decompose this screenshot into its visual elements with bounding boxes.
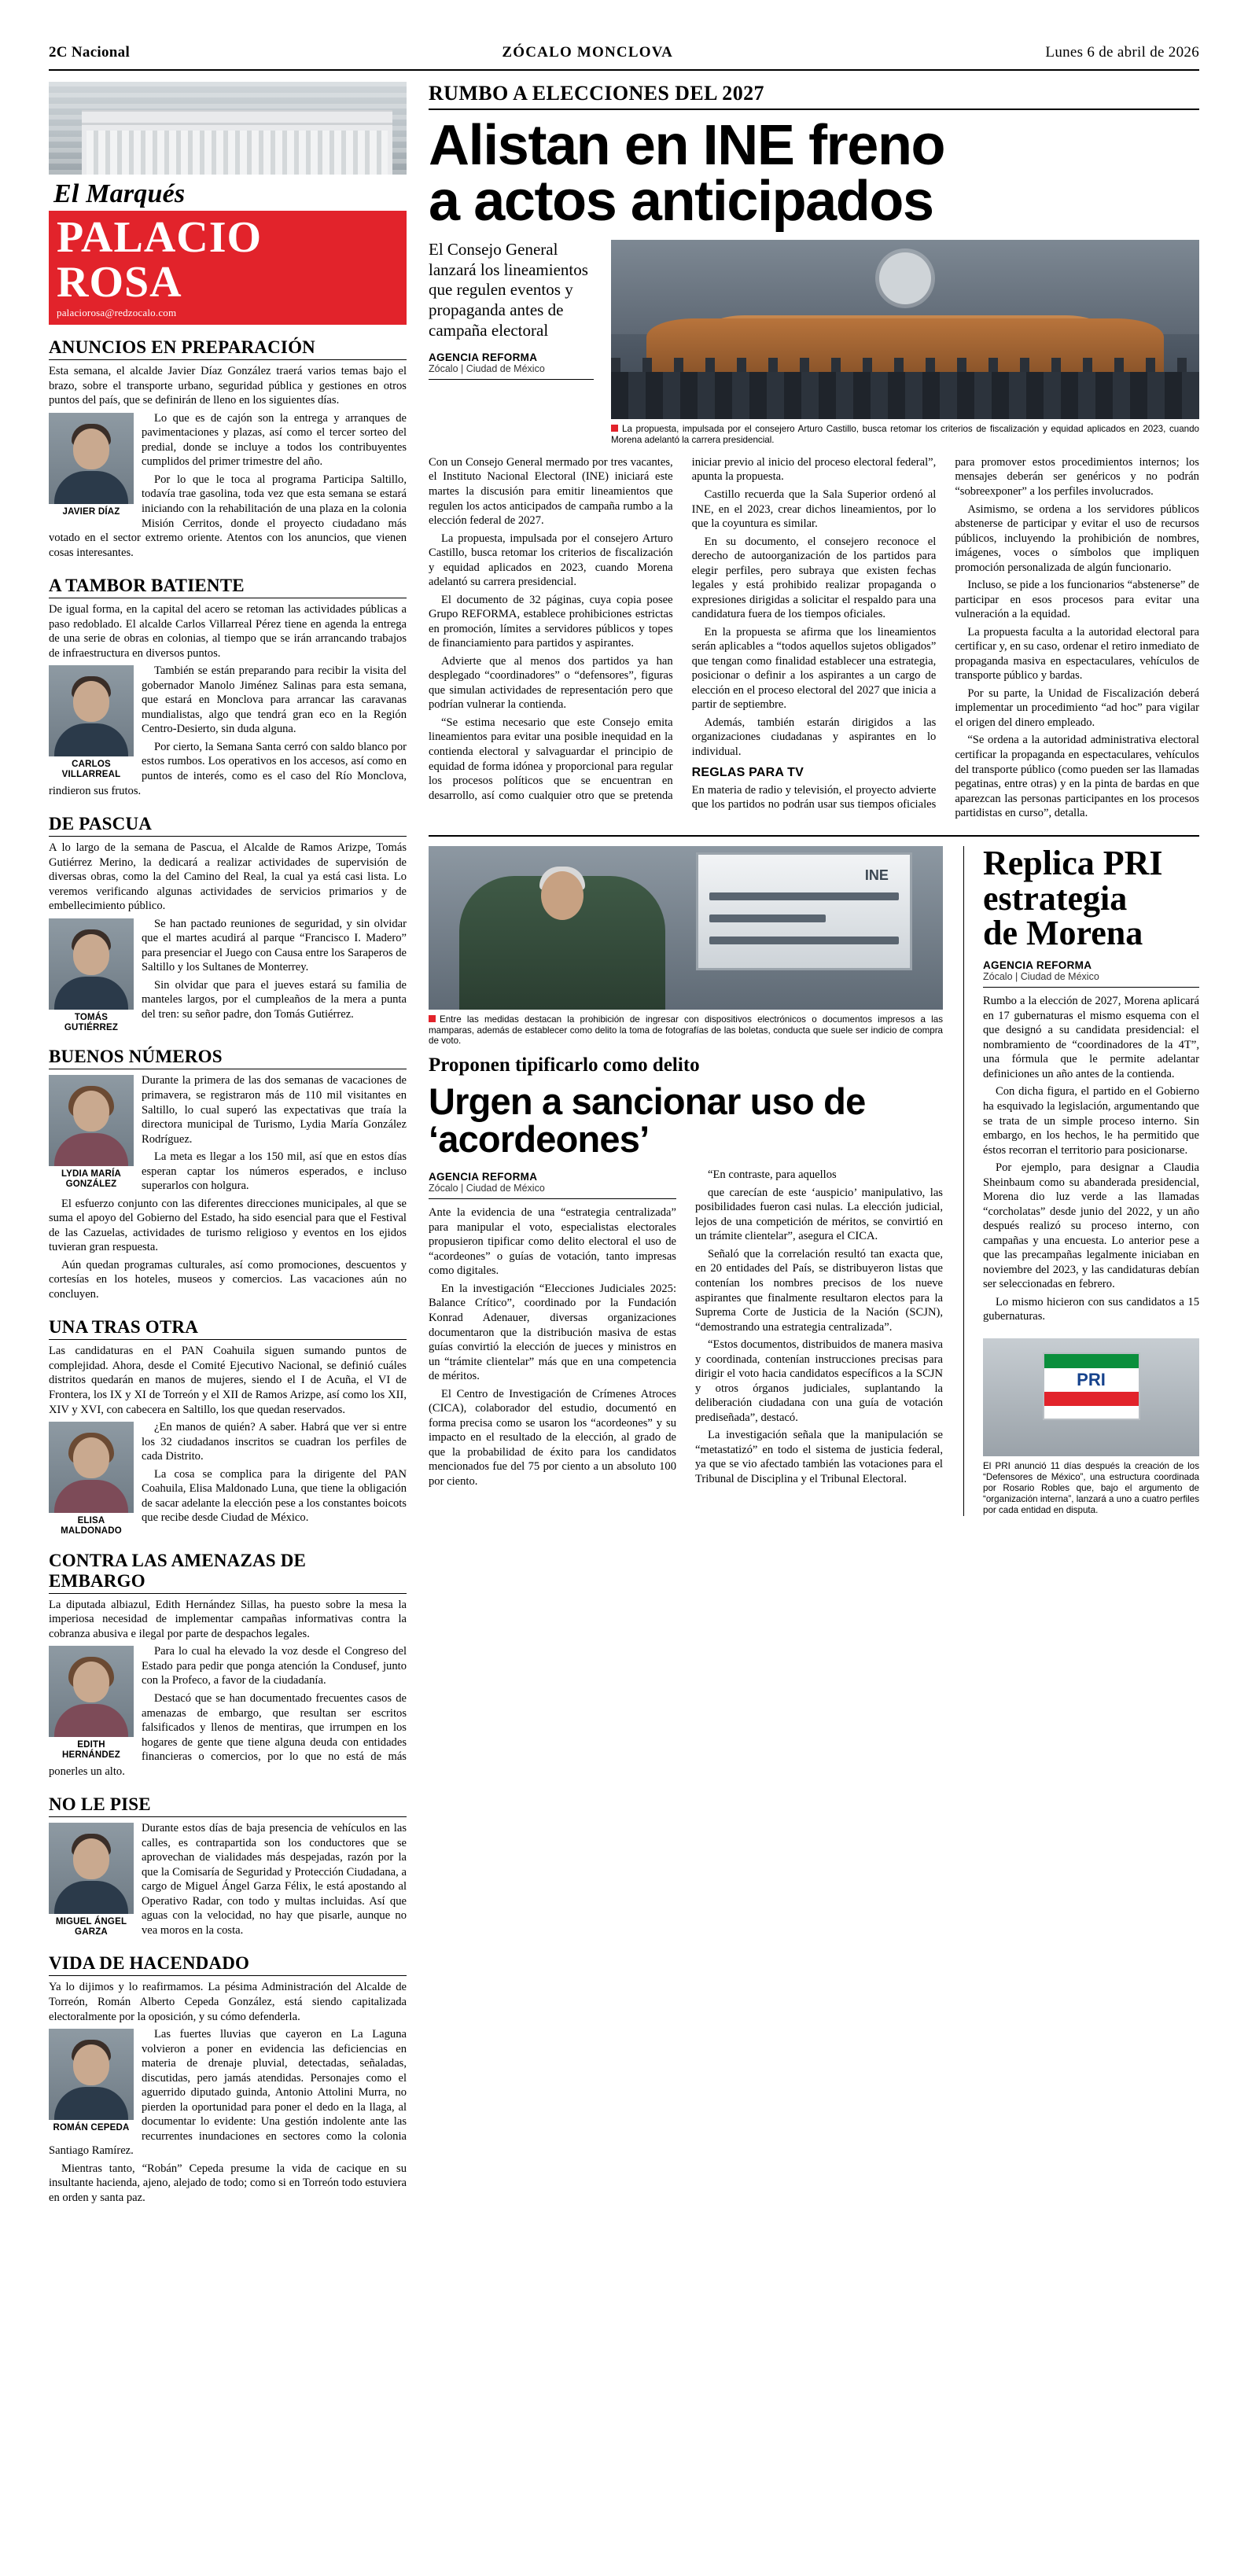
third-photo-caption xyxy=(983,1456,1199,1516)
lead-byline: AGENCIA REFORMA xyxy=(429,351,538,364)
section-body xyxy=(49,602,407,801)
paragraph: Por cierto, la Semana Santa cerró con saldo blanco por estos rumbos. Los operativos en los accesos, así como en puntos de interés, como es el caso del Río Monclova, rindieron sus frutos. xyxy=(49,740,407,797)
masthead-publication: ZÓCALO MONCLOVA xyxy=(502,44,674,61)
paragraph: “Se estima necesario que este Consejo emita lineamientos para evitar una posible inequidad en la contienda electoral y salvaguardar el principio de equidad de forma idónea y proporcional para regular los procesos políticos que se encuentran en desarrollo, así como cualquier otro que se pretenda iniciar previo al inicio del proceso electoral federal”, apunta la propuesta. xyxy=(429,455,937,802)
lead-headline-line2: a actos anticipados xyxy=(429,169,933,233)
paragraph: La meta es llegar a los 150 mil, así que en estos días esperan captar los números esperados, e incluso superarlos con holgura. xyxy=(142,1150,407,1193)
masthead-rule xyxy=(49,69,1199,71)
paragraph: Esta semana, el alcalde Javier Díaz González traerá varios temas bajo el brazo, sobre el transporte urbano, seguridad pública y gestiones en otros puntos del país, que se definirán de lleno en los siguientes días. xyxy=(49,365,407,407)
lead-headline-line1: Alistan en INE freno xyxy=(429,114,945,177)
byline-rule xyxy=(429,379,594,380)
paragraph: Por su parte, la Unidad de Fiscalización deberá implementar un procedimiento “ad hoc” para vigilar el origen del dinero empleado. xyxy=(955,686,1199,729)
lead-standfirst: El Consejo General lanzará los lineamientos que regulen eventos y propaganda antes de campaña electoral xyxy=(429,240,588,340)
section-body xyxy=(49,1344,407,1537)
paragraph: “En contraste, para aquellos xyxy=(708,1168,837,1182)
third-headline-line3: de Morena xyxy=(983,914,1143,953)
pri-logo xyxy=(1043,1352,1140,1420)
paragraph: La propuesta faculta a la autoridad electoral para certificar y, en su caso, ordenar el retiro inmediato de propaganda masiva en espectaculares, vehículos de transporte público y bardas. xyxy=(955,625,1199,683)
secondary-byline: AGENCIA REFORMA xyxy=(429,1171,538,1183)
lead-body-columns xyxy=(429,455,1199,821)
byline-rule xyxy=(983,987,1199,988)
mugshot xyxy=(49,1823,134,1938)
kicker-rule xyxy=(429,109,1199,110)
paragraph: que carecían de este ‘auspicio’ manipulativo, las posibilidades fueron casi nulas. La elección judicial, lejos de una competición de méritos, se convirtió en un trámite clientelar”, asegura el CICA. xyxy=(695,1186,943,1243)
secondary-photo-caption xyxy=(429,1010,943,1047)
section-heading: A TAMBOR BATIENTE xyxy=(49,576,245,596)
paragraph: Ante la evidencia de una “estrategia centralizada” para manipular el voto, especialistas electorales propusieron tipificar como delito electoral el uso de “acordeones” o guías de votación, tanto impresas como digitales. xyxy=(429,1206,676,1278)
section-body xyxy=(49,841,407,1034)
section-divider xyxy=(429,835,1199,837)
mugshot xyxy=(49,918,134,1033)
section-rule xyxy=(49,1339,407,1340)
section-heading: CONTRA LAS AMENAZAS DE EMBARGO xyxy=(49,1550,307,1591)
mugshot-caption: TOMÁS GUTIÉRREZ xyxy=(64,1012,119,1032)
mugshot xyxy=(49,1422,134,1536)
paragraph: Aún quedan programas culturales, así como promociones, descuentos y cortesías en los hoteles, museos y comercios. Las vacaciones aún no concluyen. xyxy=(49,1258,407,1301)
right-column xyxy=(429,82,1199,2208)
lead-standfirst-block xyxy=(429,240,594,446)
palacio-rosa-photo xyxy=(49,82,407,175)
caption-text: La propuesta, impulsada por el consejero Arturo Castillo, busca retomar los criterios de fiscalización y equidad aplicados en 2023, cuando Morena adelantó la carrera presidencial. xyxy=(611,424,1199,445)
section-heading: ANUNCIOS EN PREPARACIÓN xyxy=(49,337,315,358)
paragraph: También se están preparando para recibir la visita del gobernador Manolo Jiménez Salinas para esta semana, que estará en Monclova para arrancar las caravanas mundialistas, algo que tendrá gran eco en la Región Centro-Desierto, sin duda alguna. xyxy=(142,664,407,736)
section-rule xyxy=(49,359,407,360)
lead-subhead-tv: REGLAS PARA TV xyxy=(691,765,804,779)
paragraph: Lo que es de cajón son la entrega y arranques de pavimentaciones y plazas, así como el tercer sorteo del predial, donde se incluye a todos los contribuyentes cumplidos del primer trimestre del año. xyxy=(142,411,407,469)
section-rule xyxy=(49,1816,407,1817)
lead-kicker: RUMBO A ELECCIONES DEL 2027 xyxy=(429,82,764,105)
section-heading: BUENOS NÚMEROS xyxy=(49,1047,223,1067)
paragraph: Durante estos días de baja presencia de vehículos en las calles, es contrapartida son los conductores que se aprovechan de vialidades más despejadas, razón por la que la Comisaría de Seguridad y Protección Ciudadana, a cargo de Miguel Ángel Garza Félix, le está apostando al Operativo Radar, con todo y multas incluidas. Así que aguas con la velocidad, no hay que pisarle, aunque no vea moros en la costa. xyxy=(142,1822,407,1937)
section-body xyxy=(49,1598,407,1782)
third-byline-sub: Zócalo | Ciudad de México xyxy=(983,971,1099,983)
mugshot xyxy=(49,1075,134,1190)
secondary-byline-sub: Zócalo | Ciudad de México xyxy=(429,1183,545,1194)
byline-rule xyxy=(429,1198,676,1199)
third-headline xyxy=(983,843,1199,953)
masthead-section: 2C Nacional xyxy=(49,44,131,61)
secondary-body-columns xyxy=(429,1168,943,1491)
column-title: El Marqués xyxy=(53,179,186,208)
paragraph: Señaló que la correlación resultó tan exacta que, en 20 entidades del País, se distribuyeron listas que contenían los nombres precisos de los nueve aspirantes que finalmente resultaron electos para la Suprema Corte de Justicia de la Nación (SCJN), “demostrando una estrategia centralizada”. xyxy=(695,1247,943,1334)
paragraph: Las fuertes lluvias que cayeron en La Laguna volvieron a poner en evidencia las deficiencias en materia de drenaje pluvial, detectadas, señaladas, discutidas, pero jamás atendidas. Personajes como el aguerrido diputado guinda, Antonio Attolini Murra, no pierden la oportunidad para poner el dedo en la llaga, al documentar lo evidente: Una gestión indolente ante las recurrentes inundaciones en sectores como la colonia Santiago Ramírez. xyxy=(49,2028,407,2158)
paragraph: Con un Consejo General mermado por tres vacantes, el Instituto Nacional Electoral (INE) iniciará este martes la discusión para emitir lineamientos que regulen los actos anticipados de campaña rumbo a la elección federal de 2027. xyxy=(429,455,673,528)
paragraph: Mientras tanto, “Robán” Cepeda presume la vida de cacique en su insultante hacienda, ajeno, alejado de todo; como si en Torreón todo estuviera en orden y santa paz. xyxy=(49,2162,407,2204)
paragraph: Advierte que al menos dos partidos ya han desplegado “coordinadores” o “defensores”, figuras que simulan actividades de representación pero que podrían vulnerar la contienda. xyxy=(429,654,673,712)
third-byline: AGENCIA REFORMA xyxy=(983,959,1092,972)
section-body xyxy=(49,364,407,563)
masthead-date: Lunes 6 de abril de 2026 xyxy=(1045,44,1199,61)
paragraph: Por lo que le toca al programa Participa Saltillo, todavía trae gasolina, toda vez que esta semana se estará iniciando con la rehabilitación de una plaza en la colonia Misión Cerritos, donde el proyecto ciudadano más votado en el sector extremo oriente. Atentos con los anuncios, que vienen cosas interesantes. xyxy=(49,473,407,559)
caption-text: Entre las medidas destacan la prohibición de ingresar con dispositivos electrónicos o documentos impresos a las mamparas, además de establecer como delito la toma de fotografías de las boletas, conducta que suele ser indicio de compra de voto. xyxy=(429,1014,943,1047)
third-headline-line2: estrategia xyxy=(983,878,1128,918)
mugshot-caption: ELISA MALDONADO xyxy=(61,1516,122,1536)
lead-byline-sub: Zócalo | Ciudad de México xyxy=(429,363,545,375)
paragraph: “Se ordena a la autoridad administrativa electoral certificar la propaganda en espectaculares, vehículos del transporte público (como pueden ser las llamadas pegatinas, entre otras) y en la pinta de bardas en que aparezcan las personas participantes en los procesos partidistas en curso”, detalla. xyxy=(955,734,1199,820)
mugshot xyxy=(49,1646,134,1761)
section-heading: VIDA DE HACENDADO xyxy=(49,1953,250,1974)
secondary-story xyxy=(429,846,943,1516)
paragraph: La cosa se complica para la dirigente del PAN Coahuila, Elisa Maldonado Luna, que tiene la obligación de sacar adelante la elección pese a los constantes boicots que recibe desde Ciudad de México. xyxy=(142,1467,407,1525)
paragraph: Asimismo, se ordena a los servidores públicos abstenerse de participar y evitar el uso de recursos públicos, incluyendo la prohibición de nombres, imágenes, voces o símbolos que impliquen promoción personalizada de algún funcionario. xyxy=(955,502,1199,574)
caption-text: El PRI anunció 11 días después la creación de los “Defensores de México”, una estructura coordinada por Rosario Robles que, bajo el argumento de “organización interna”, lanzará a uno a cuatro perfiles por cada entidad en disputa. xyxy=(983,1460,1199,1515)
paragraph: De igual forma, en la capital del acero se retoman las actividades públicas a paso redoblado. El alcalde Carlos Villarreal Pérez tiene en agenda la entrega de una serie de obras en colonias, al tiempo que se irán arrancando trabajos de infraestructura en diversos puntos. xyxy=(49,603,407,660)
section-rule xyxy=(49,1975,407,1976)
paragraph: La investigación señala que la manipulación se “metastatizó” en todo el sistema de justicia federal, ya que se vio afectado también las votaciones para el Tribunal de Disciplina y el Tribunal Electoral. xyxy=(695,1429,943,1485)
section-rule xyxy=(49,1593,407,1594)
section-heading: UNA TRAS OTRA xyxy=(49,1317,199,1338)
palacio-rosa-brand: PALACIO ROSA xyxy=(49,211,407,307)
mugshot xyxy=(49,665,134,780)
mugshot-caption: LYDIA MARÍA GONZÁLEZ xyxy=(61,1169,122,1190)
paragraph: Castillo recuerda que la Sala Superior ordenó al INE, en el 2023, crear dichos lineamientos, por lo que la coyuntura es similar. xyxy=(691,488,937,531)
third-photo xyxy=(983,1338,1199,1456)
paragraph: ¿En manos de quién? A saber. Habrá que ver si entre los 32 ciudadanos inscritos se cuadran los perfiles de cada Distrito. xyxy=(142,1421,407,1463)
paragraph: El documento de 32 páginas, cuya copia posee Grupo REFORMA, establece prohibiciones estrictas en promoción, límites a servidores públicos y topes de financiamiento para partidos y aspirantes. xyxy=(429,593,673,650)
paragraph: La propuesta, impulsada por el consejero Arturo Castillo, busca retomar los criterios de fiscalización y equidad aplicados en 2023, cuando Morena adelantó su carrera presidencial. xyxy=(429,532,673,589)
masthead xyxy=(49,44,1199,69)
lead-top-grid xyxy=(429,240,1199,446)
third-story xyxy=(963,843,1199,1516)
mugshot-caption: CARLOS VILLARREAL xyxy=(61,760,121,780)
paragraph: Lo mismo hicieron con sus candidatos a 15 gubernaturas. xyxy=(983,1295,1199,1323)
mugshot xyxy=(49,2029,134,2133)
paragraph: Se han pactado reuniones de seguridad, y sin olvidar que el martes acudirá al parque “Francisco I. Madero” para presenciar el Juego con Causa entre los Saraperos de Saltillo y los Sultanes de Monterrey. xyxy=(142,917,407,974)
secondary-photo xyxy=(429,846,943,1010)
section-body xyxy=(49,1821,407,1941)
section-heading: NO LE PISE xyxy=(49,1794,151,1815)
paragraph: Durante la primera de las dos semanas de vacaciones de primavera, se registraron más de 110 mil visitantes en Saltillo, lo cual superó las expectativas que traía la directora municipal de Turismo, Lydia María González Rodríguez. xyxy=(142,1074,407,1146)
paragraph: Además, también estarán dirigidos a las organizaciones ciudadanas y aspirantes en lo individual. xyxy=(691,716,937,758)
palacio-rosa-email: palaciorosa@redzocalo.com xyxy=(49,307,407,325)
lead-photo-block xyxy=(611,240,1199,446)
mugshot-caption: EDITH HERNÁNDEZ xyxy=(62,1740,120,1761)
lead-headline xyxy=(429,114,1199,233)
secondary-headline: Urgen a sancionar uso de ‘acordeones’ xyxy=(429,1080,866,1161)
page-body xyxy=(49,82,1199,2208)
paragraph: Las candidaturas en el PAN Coahuila siguen sumando puntos de complejidad. Ahora, desde el Comité Ejecutivo Nacional, se definió cuáles distritos quedarán en manos de mujeres, siendo el I de Acuña, el VI de Frontera, los IX y XI de Torreón y el XII de Ramos Arizpe, así como los XII, XIV y XVI, con cabecera en Saltillo, los que quedan reservados. xyxy=(49,1345,407,1416)
secondary-overline: Proponen tipificarlo como delito xyxy=(429,1054,700,1076)
mugshot-caption: MIGUEL ÁNGEL GARZA xyxy=(55,1917,127,1938)
caption-bullet-icon xyxy=(611,425,618,432)
paragraph: En su documento, el consejero reconoce el derecho de autoorganización de los partidos para elegir perfiles, pero subraya que existen fechas legales y está prohibido realizar propaganda o expresiones dirigidas a solicitar el respaldo para una candidatura fuera de los tiempos oficiales. xyxy=(691,535,937,621)
paragraph: El esfuerzo conjunto con las diferentes direcciones municipales, al que se suma el apoyo del Gobierno del Estado, ha sido esencial para que el Festival de las Cazuelas, actividades de turismo religioso y eventos en los ejidos tuvieran gran respuesta. xyxy=(49,1197,407,1254)
paragraph: Con dicha figura, el partido en el Gobierno ha esquivado la legislación, argumentando que se trata de un simple proceso interno. Sin embargo, en los hechos, le ha permitido que éstos recorran el territorio para posicionarse. xyxy=(983,1085,1199,1157)
mugshot-caption: JAVIER DÍAZ xyxy=(62,506,120,517)
lead-photo xyxy=(611,240,1199,419)
paragraph: La diputada albiazul, Edith Hernández Sillas, ha puesto sobre la mesa la imperiosa necesidad de implementar campañas informativas contra la cobranza abusiva e ilegal por parte de despachos legales. xyxy=(49,1598,407,1640)
paragraph: A lo largo de la semana de Pascua, el Alcalde de Ramos Arizpe, Tomás Gutiérrez Merino, la dedicará a realizar actividades de supervisión de diversas obras, como la del Camino del Real, la cual ya está casi lista. Lo veremos verificando algunas actividades de servicios primarios y de embellecimiento público. xyxy=(49,841,407,913)
paragraph: En la investigación “Elecciones Judiciales 2025: Balance Crítico”, coordinado por la Fundación Konrad Adenauer, diversas organizaciones documentaron que la distribución masiva de estas guías convirtió la elección de jueces y ministros en un “trámite clientelar” más que en una competencia de méritos. xyxy=(429,1282,676,1383)
paragraph: Destacó que se han documentado frecuentes casos de amenazas de embargo, que resultan ser escritos falsificados y llenos de mentiras, que irrumpen en los hogares de gente que tiene alguna deuda con entidades financieras o comercios, por lo que no está de más ponerles un alto. xyxy=(49,1692,407,1778)
paragraph: Por ejemplo, para designar a Claudia Sheinbaum como su abanderada presidencial, Morena dio luz verde a las llamadas “corcholatas” desde junio del 2022, y un año después realizó su proceso interno, con campañas y una encuesta. Lo anterior pese a que las precampañas legalmente iniciaban en noviembre del 2023, y las candidaturas debían ser seleccionadas en febrero. xyxy=(983,1161,1199,1291)
paragraph: En materia de radio y televisión, el proyecto advierte que los partidos no podrán usar sus tiempos oficiales para promover estos procedimientos internos; los mensajes deberán ser genéricos y no podrán “sobreexponer” a los perfiles involucrados. xyxy=(691,455,1199,811)
left-column xyxy=(49,82,407,2208)
paragraph: Rumbo a la elección de 2027, Morena aplicará en 17 gubernaturas el mismo esquema con el que designó a su candidata presidencial: el nombramiento de “coordinadores de la 4T”, una fórmula que le permite adelantar definiciones un año antes de la contienda. xyxy=(983,995,1199,1080)
paragraph: Sin olvidar que para el jueves estará su familia de manteles largos, por el cumpleaños de la mera a punta del tren: su señor padre, don Tomás Gutiérrez. xyxy=(142,978,407,1021)
paragraph: Incluso, se pide a los funcionarios “abstenerse” de participar en esos procesos para evitar una vulneración a la equidad. xyxy=(955,579,1199,621)
section-rule xyxy=(49,836,407,837)
paragraph: “Estos documentos, distribuidos de manera masiva y coordinada, contenían instrucciones precisas para dirigir el voto hacia candidatos específicos a la SCJN y otros órganos judiciales, suplantando la deliberación ciudadana con una guía de votación prediseñada”, destacó. xyxy=(695,1338,943,1424)
ine-logo-text: INE xyxy=(864,867,889,883)
section-body xyxy=(49,1980,407,2208)
paragraph: Para lo cual ha elevado la voz desde el Congreso del Estado para pedir que ponga atención la Condusef, junto con la Profeco, a favor de la ciudadanía. xyxy=(142,1645,407,1687)
caption-bullet-icon xyxy=(429,1015,436,1022)
section-body xyxy=(49,1073,407,1305)
mugshot-caption: ROMÁN CEPEDA xyxy=(53,2123,130,2133)
section-heading: DE PASCUA xyxy=(49,814,153,834)
third-headline-line1: Replica PRI xyxy=(983,843,1163,882)
pri-logo-text: PRI xyxy=(1077,1369,1106,1389)
paragraph: En la propuesta se afirma que los lineamientos serán aplicables a “todos aquellos sujetos obligados” que tengan como finalidad establecer una estrategia, posicionar o definir a los aspirantes a un cargo de elección en el proceso electoral del 2027 que inicia a partir de septiembre. xyxy=(691,625,937,712)
paragraph: El Centro de Investigación de Crímenes Atroces (CICA), colaborador del estudio, documentó en forma precisa como se usaron los “acordeones” y su impacto en el resultado de la elección, al grado de que la probabilidad de éxito para los candidatos mencionados fue del 75 por ciento a un absoluto 100 por ciento. xyxy=(429,1387,676,1488)
bottom-grid xyxy=(429,843,1199,1516)
mugshot xyxy=(49,413,134,517)
paragraph: Ya lo dijimos y lo reafirmamos. La pésima Administración del Alcalde de Torreón, Román Alberto Cepeda González, está siendo capitalizada electoralmente por la oposición, y su cómo defenderla. xyxy=(49,1981,407,2023)
lead-photo-caption xyxy=(611,419,1199,446)
